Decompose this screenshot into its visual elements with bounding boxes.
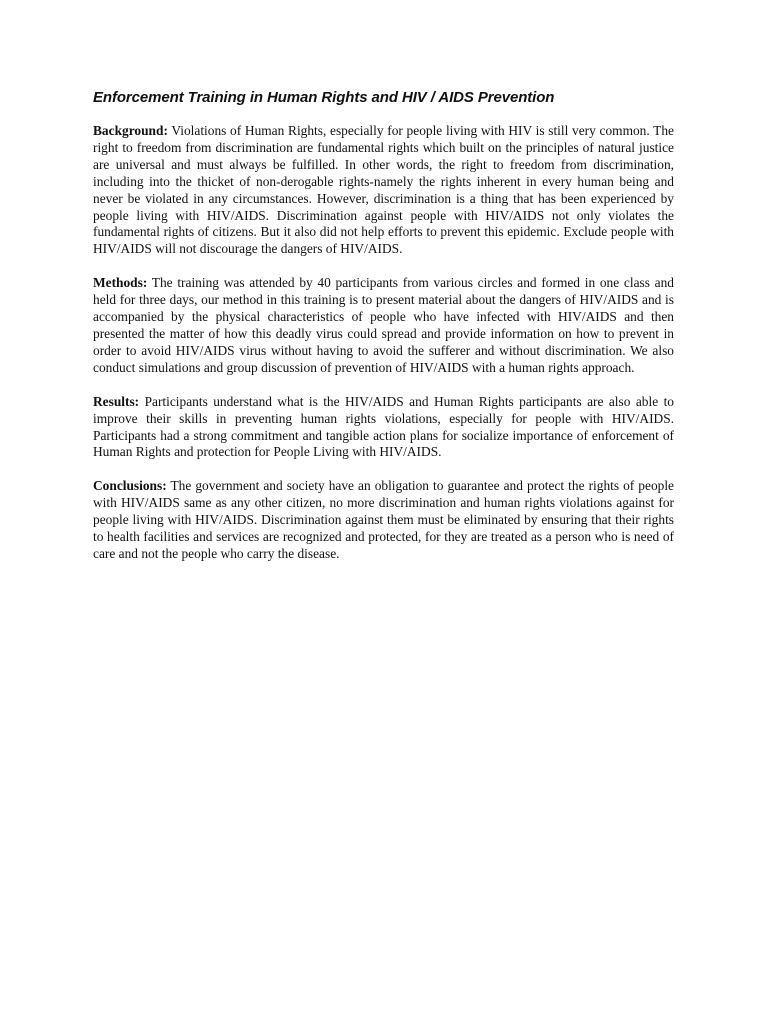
- section-text-results: Participants understand what is the HIV/AIDS and Human Rights participants are also able to improve their skills in preventing human rights violations, especially for people with HIV/AIDS. Participants had a strong commitment and tangible action plans for socialize importance of enforcement of Human Rights and protection for People Living with HIV/AIDS.: [93, 393, 674, 460]
- document-title: Enforcement Training in Human Rights and HIV / AIDS Prevention: [93, 89, 555, 106]
- section-label-background: Background:: [93, 123, 168, 138]
- section-label-results: Results:: [93, 393, 140, 409]
- section-background: [93, 123, 674, 258]
- section-text-conclusions: The government and society have an obligation to guarantee and protect the rights of people with HIV/AIDS same as any other citizen, no more discrimination and human rights violations against for people living with HIV/AIDS. Discrimination against them must be eliminated by ensuring that their rights to health facilities and services are recognized and protected, for they are treated as a person who is need of care and not the people who carry the disease.: [93, 478, 674, 561]
- document-page: [93, 88, 674, 580]
- section-methods: [93, 275, 674, 376]
- section-label-conclusions: Conclusions:: [93, 478, 167, 494]
- section-results: [93, 394, 674, 462]
- section-text-background: Violations of Human Rights, especially for people living with HIV is still very common. The right to freedom from discrimination are fundamental rights which built on the principles of natural justice are universal and must always be fulfilled. In other words, the right to freedom from discrimination, including into the thicket of non-derogable rights-namely the rights inherent in every human being and never be violated in any circumstances. However, discrimination is a thing that has been experienced by people living with HIV/AIDS. Discrimination against people with HIV/AIDS not only violates the fundamental rights of citizens. But it also did not help efforts to prevent this epidemic. Exclude people with HIV/AIDS will not discourage the dangers of HIV/AIDS.: [93, 123, 674, 257]
- section-conclusions: [93, 478, 674, 563]
- section-text-methods: The training was attended by 40 participants from various circles and formed in one class and held for three days, our method in this training is to present material about the dangers of HIV/AIDS and is accompanied by the physical characteristics of people who have infected with HIV/AIDS and then presented the matter of how this deadly virus could spread and provide information on how to prevent in order to avoid HIV/AIDS virus without having to avoid the sufferer and without discrimination. We also conduct simulations and group discussion of prevention of HIV/AIDS with a human rights approach.: [93, 275, 674, 375]
- section-label-methods: Methods:: [93, 275, 148, 291]
